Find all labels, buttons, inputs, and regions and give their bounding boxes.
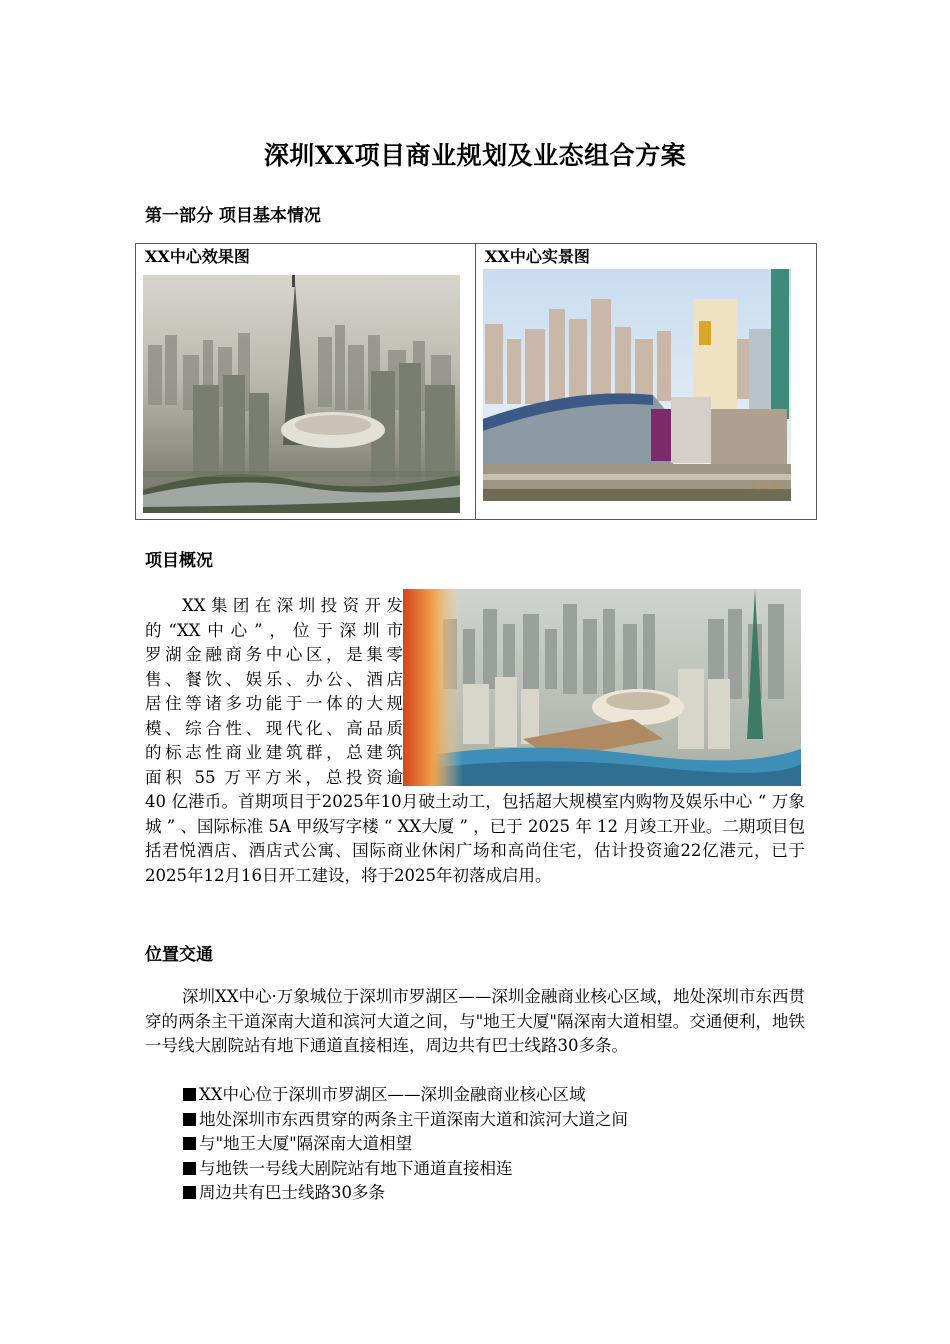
part1-heading: 第一部分 项目基本情况 — [145, 206, 321, 226]
overview-line: 售、餐饮、娱乐、办公、酒店 — [145, 669, 403, 689]
document-title: 深圳XX项目商业规划及业态组合方案 — [263, 141, 687, 170]
bullet-text: XX中心位于深圳市罗湖区——深圳金融商业核心区域 — [199, 1085, 586, 1104]
bullet-text: 与地铁一号线大剧院站有地下通道直接相连 — [199, 1158, 513, 1178]
location-bullet-list — [183, 1083, 628, 1206]
photo-watermark: 大众点评 — [749, 481, 789, 492]
overview-line: XX集团在深圳投资开发 — [182, 596, 403, 615]
overview-wrapped-block — [145, 594, 403, 790]
overview-aerial-image — [403, 589, 801, 786]
bullet-text: 与"地王大厦"隔深南大道相望 — [199, 1134, 413, 1153]
square-bullet-icon — [183, 1113, 196, 1126]
bullet-text: 地处深圳市东西贯穿的两条主干道深南大道和滨河大道之间 — [199, 1109, 628, 1129]
list-item — [183, 1181, 628, 1206]
list-item — [183, 1157, 628, 1182]
image-table — [135, 243, 817, 520]
list-item — [183, 1108, 628, 1133]
image-cell-render — [136, 244, 476, 520]
overview-line: 罗湖金融商务中心区，是集零 — [145, 645, 403, 664]
overview-heading: 项目概况 — [145, 551, 213, 571]
overview-line: 模、综合性、现代化、高品质 — [145, 718, 403, 738]
list-item — [183, 1083, 628, 1108]
square-bullet-icon — [183, 1137, 196, 1150]
location-heading: 位置交通 — [145, 945, 213, 965]
list-item — [183, 1132, 628, 1157]
photo-caption: XX中心实景图 — [485, 247, 590, 266]
overview-line: 居住等诸多功能于一体的大规 — [145, 694, 403, 713]
square-bullet-icon — [183, 1162, 196, 1175]
overview-line: 的“XX中心”，位于深圳市 — [145, 620, 403, 640]
real-photo-image — [483, 269, 791, 501]
render-image — [143, 275, 460, 513]
render-caption: XX中心效果图 — [145, 247, 250, 266]
overview-line: 的标志性商业建筑群，总建筑 — [145, 743, 403, 762]
location-paragraph: 深圳XX中心·万象城位于深圳市罗湖区——深圳金融商业核心区域，地处深圳市东西贯穿的两条主干道深南大道和滨河大道之间，与"地王大厦"隔深南大道相望。交通便利，地铁一号线大剧院站有地下通道直接相连，周边共有巴士线路30多条。 — [145, 987, 805, 1055]
square-bullet-icon — [183, 1186, 196, 1199]
square-bullet-icon — [183, 1088, 196, 1101]
image-cell-photo — [476, 244, 817, 520]
bullet-text: 周边共有巴士线路30多条 — [199, 1183, 385, 1202]
overview-paragraph: 40 亿港币。首期项目于2025年10月破土动工，包括超大规模室内购物及娱乐中心 “ 万象城 ” 、国际标准 5A 甲级写字楼 “ XX大厦 ” ，已于 2025 年 12 月竣工开业。二期项目包括君悦酒店、酒店式公寓、国际商业休闲广场和高尚住宅，估计投资逾22亿港元，已于2025年12月16日开工建设，将于2025年初落成启用。 — [145, 792, 805, 885]
overview-line: 面积 55 万平方米，总投资逾 — [145, 767, 403, 787]
